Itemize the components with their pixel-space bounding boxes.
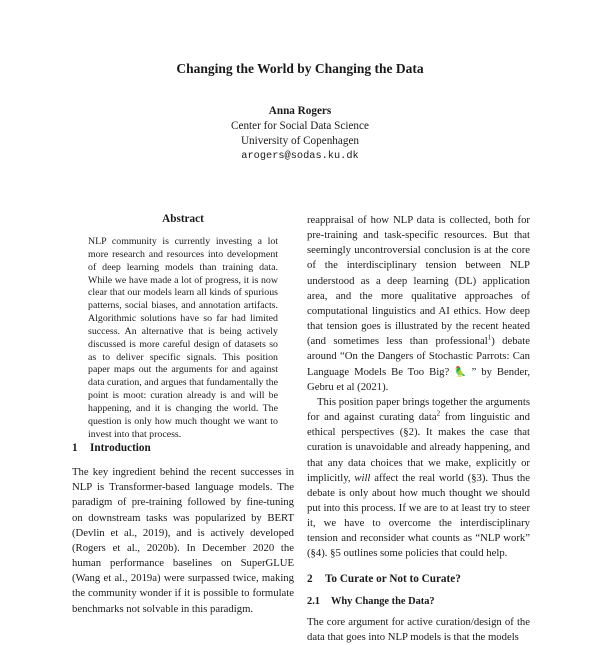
author-affiliation: Center for Social Data Science — [231, 120, 369, 132]
section-2-1-title: Why Change the Data? — [331, 595, 435, 607]
introduction-title: Introduction — [90, 442, 151, 454]
reappraisal-text-b: ) debate around “On the Dangers of Stochastic Parrots: Can Language Models Be Too Big? — [307, 335, 530, 378]
footnote-2-marker[interactable]: 2 — [436, 409, 441, 418]
section-2-1-heading — [307, 594, 530, 609]
abstract-text: NLP community is currently investing a lot more research and resources into development of deep learning models than training data. While we have made a lot of progress, it is now clear that our models learn all kinds of spurious patterns, social biases, and annotation artifacts. Algorithmic solutions have so far had limited success. An alternative that is being actively discussed is more careful design of datasets so as to deliver specific signals. This position paper maps out the arguments for and against data curation, and argues that fundamentally the point is moot: curation already is and will be happening, and it is changing the world. The question is only how much thought we want to invest into that process. — [88, 236, 278, 440]
reappraisal-text-c: ” by Bender, Gebru et al (2021). — [307, 365, 530, 393]
right-column — [307, 213, 530, 645]
introduction-heading — [72, 441, 294, 456]
author-name: Anna Rogers — [268, 105, 332, 117]
introduction-section — [72, 441, 294, 617]
author-university: University of Copenhagen — [240, 135, 360, 147]
section-2-1-number: 2.1 — [307, 595, 320, 607]
footnote-1-marker[interactable]: 1 — [487, 333, 492, 342]
section-2-title: To Curate or Not to Curate? — [325, 572, 461, 585]
reappraisal-text-a: reappraisal of how NLP data is collected, both for pre-training and task-specific resources. But that seemingly uncontroversial conclusion is at the core of the interdisciplinary tension between NLP understood as a deep learning (DL) application area, and the more qualitative approaches of computational linguistics and AI ethics. How deep that tension goes is illustrated by the recent heated (and sometimes less than professional — [307, 214, 530, 348]
parrot-icon: 🦜 — [454, 366, 467, 378]
paragraph-core-argument: The core argument for active curation/design of the data that goes into NLP models is that the models — [307, 615, 530, 644]
position-text-b: from linguistic and ethical perspectives (§2). It makes the case that curation is unavoidable and already happening, and that any data choices that we make, explicitly or implicitly, — [307, 411, 530, 484]
position-text-will: will — [354, 471, 371, 484]
author-block — [0, 104, 600, 164]
paragraph-position — [307, 395, 530, 562]
section-2-heading — [307, 572, 530, 587]
position-text-c: affect the real world (§3). Thus the debate is only about how much thought we should put into this process. If we are to at least try to steer it, we have to overcome the interdisciplinary tension and reconsider what counts as “NLP work” (§4). §5 outlines some policies that could help. — [307, 471, 530, 560]
paper-title: Changing the World by Changing the Data — [176, 61, 424, 76]
section-2-number: 2 — [307, 572, 313, 585]
introduction-text: The key ingredient behind the recent successes in NLP is Transformer-based language models. The paradigm of pre-training followed by fine-tuning on downstream tasks was popularized by BERT (Devlin et al., 2019), and is actively developed (Rogers et al., 2020b). In December 2020 the human performance baselines on SuperGLUE (Wang et al., 2019a) were surpassed twice, making the community wonder if it is possible to formulate benchmarks not solvable in this paradigm. — [72, 466, 294, 615]
position-text-a: This position paper brings together the arguments for and against curating data — [307, 395, 530, 424]
paragraph-reappraisal — [307, 213, 530, 395]
abstract-heading: Abstract — [162, 213, 204, 225]
author-email[interactable]: arogers@sodas.ku.dk — [241, 150, 359, 162]
introduction-number: 1 — [72, 442, 78, 454]
